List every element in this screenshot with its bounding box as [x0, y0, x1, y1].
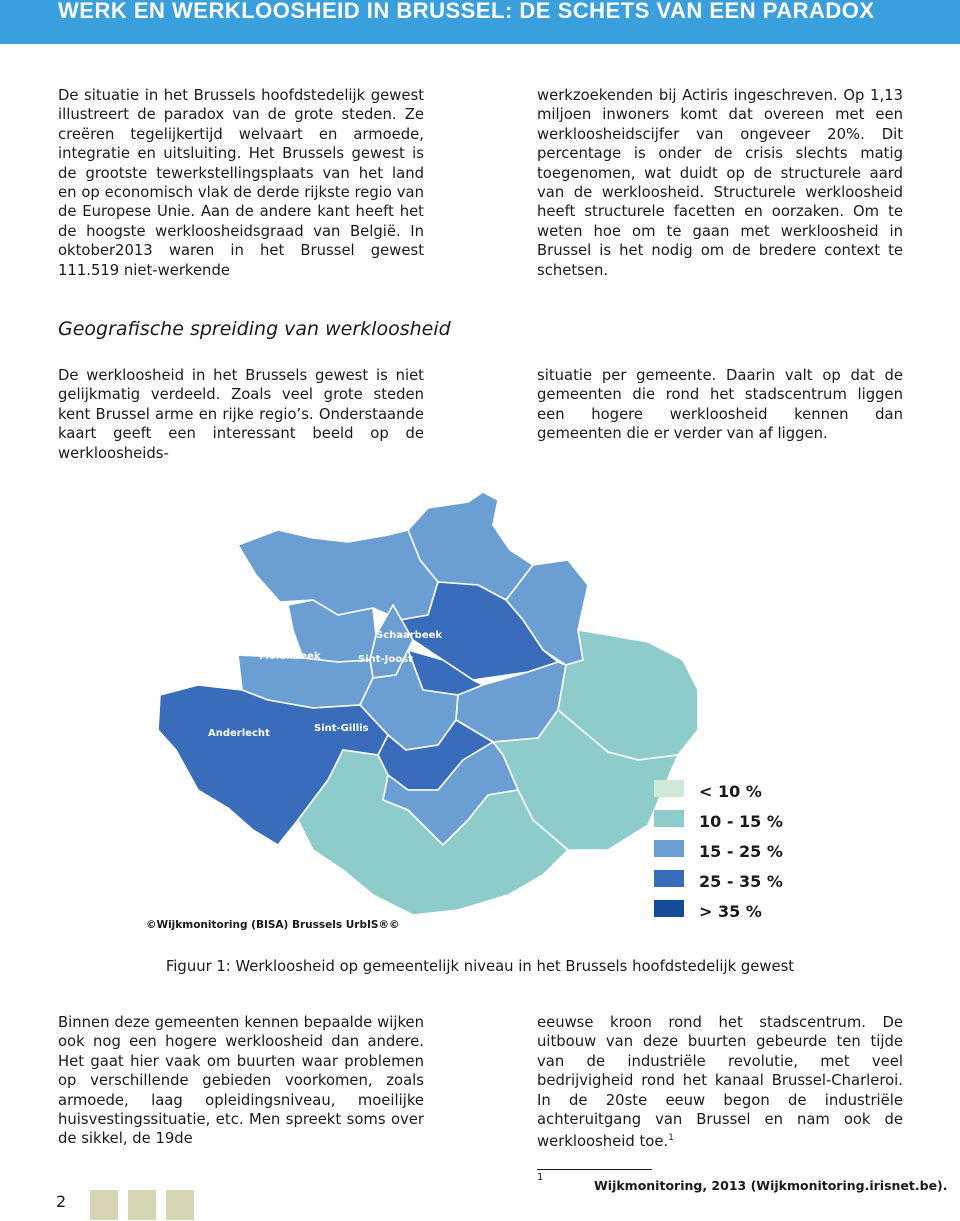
map-credit: ©Wijkmonitoring (BISA) Brussels UrbIS®© [146, 919, 400, 931]
legend-swatch-lt10 [654, 780, 684, 797]
legend-label-15-25: 15 - 25 % [699, 842, 783, 861]
page-header [0, 0, 960, 44]
footnote-text: Wijkmonitoring, 2013 (Wijkmonitoring.irisnet.be). [594, 1178, 948, 1193]
legend-swatch-gt35 [654, 900, 684, 917]
legend-label-lt10: < 10 % [699, 782, 762, 801]
closing-right-text: eeuwse kroon rond het stadscentrum. De uitbouw van deze buurten gebeurde ten tijde van de industriële revolutie, met veel bedrijvigheid rond het kanaal Brussel-Charleroi. In de 20ste eeuw begon de industriële achteruitgang van Brussel en nam ook de werkloosheid toe. [537, 1014, 903, 1151]
legend-label-25-35: 25 - 35 % [699, 872, 783, 891]
footer-decoration-square [166, 1190, 194, 1220]
legend-swatch-15-25 [654, 840, 684, 857]
footnote-divider [537, 1169, 652, 1170]
header-title: WERK EN WERKLOOSHEID IN BRUSSEL: DE SCHETS VAN EEN PARADOX [58, 0, 875, 23]
intro-left-column: De situatie in het Brussels hoofdstedelijk gewest illustreert de paradox van de grote steden. Ze creëren tegelijkertijd welvaart en armoede, integratie en uitsluiting. Het Brussels gewest is de grootste tewerkstellingsplaats van het land en op economisch vlak de derde rijkste regio van de Europese Unie. Aan de andere kant heeft het de hoogste werkloosheidsgraad van België. In oktober2013 waren in het Brussel gewest 111.519 niet-werkende [58, 87, 424, 279]
legend-label-10-15: 10 - 15 % [699, 812, 783, 831]
map-label-molenbeek: Molenbeek [259, 651, 321, 662]
map-label-sintgillis: Sint-Gillis [314, 723, 369, 734]
legend-swatch-10-15 [654, 810, 684, 827]
footer-decoration-square [90, 1190, 118, 1220]
map-label-schaarbeek: Schaarbeek [376, 630, 443, 641]
map-legend [654, 780, 783, 921]
legend-swatch-25-35 [654, 870, 684, 887]
closing-right-column [537, 1013, 903, 1152]
closing-left-column: Binnen deze gemeenten kennen bepaalde wijken ook nog een hogere werkloosheid dan andere. Het gaat hier vaak om buurten waar problemen op verschillende gebieden voorkomen, zoals armoede, laag opleidingsniveau, moeilijke huisvestingssituatie, etc. Men spreekt soms over de sikkel, de 19de [58, 1014, 424, 1148]
footnote-reference[interactable]: 1 [668, 1133, 674, 1144]
section-right-column: situatie per gemeente. Daarin valt op dat de gemeenten die rond het stadscentrum liggen een hogere werkloosheid kennen dan gemeenten die er verder van af liggen. [537, 367, 903, 443]
footer-decoration-square [128, 1190, 156, 1220]
brussels-map [138, 490, 838, 940]
map-label-sintjoost: Sint-Joost [358, 654, 413, 665]
unemployment-map-figure [138, 490, 838, 940]
figure-caption: Figuur 1: Werkloosheid op gemeentelijk niveau in het Brussels hoofdstedelijk gewest [165, 958, 795, 975]
map-label-anderlecht: Anderlecht [208, 728, 270, 739]
page-number: 2 [56, 1192, 67, 1211]
footnote-number: 1 [537, 1172, 544, 1183]
legend-label-gt35: > 35 % [699, 902, 762, 921]
section-left-column: De werkloosheid in het Brussels gewest is niet gelijkmatig verdeeld. Zoals veel grote steden kent Brussel arme en rijke regio’s. Onderstaande kaart geeft een interessant beeld op de werkloosheids- [58, 367, 424, 462]
intro-right-column: werkzoekenden bij Actiris ingeschreven. Op 1,13 miljoen inwoners komt dat overeen met een werkloosheidscijfer van ongeveer 20%. Dit percentage is onder de crisis slechts matig toegenomen, wat duidt op de structurele aard van de werkloosheid. Structurele werkloosheid heeft structurele facetten en oorzaken. Om te weten hoe om te gaan met werkloosheid in Brussel is het nodig om de bredere context te schetsen. [537, 87, 903, 279]
map-region-northwest [238, 530, 438, 620]
section-title: Geografische spreiding van werkloosheid [58, 318, 451, 340]
